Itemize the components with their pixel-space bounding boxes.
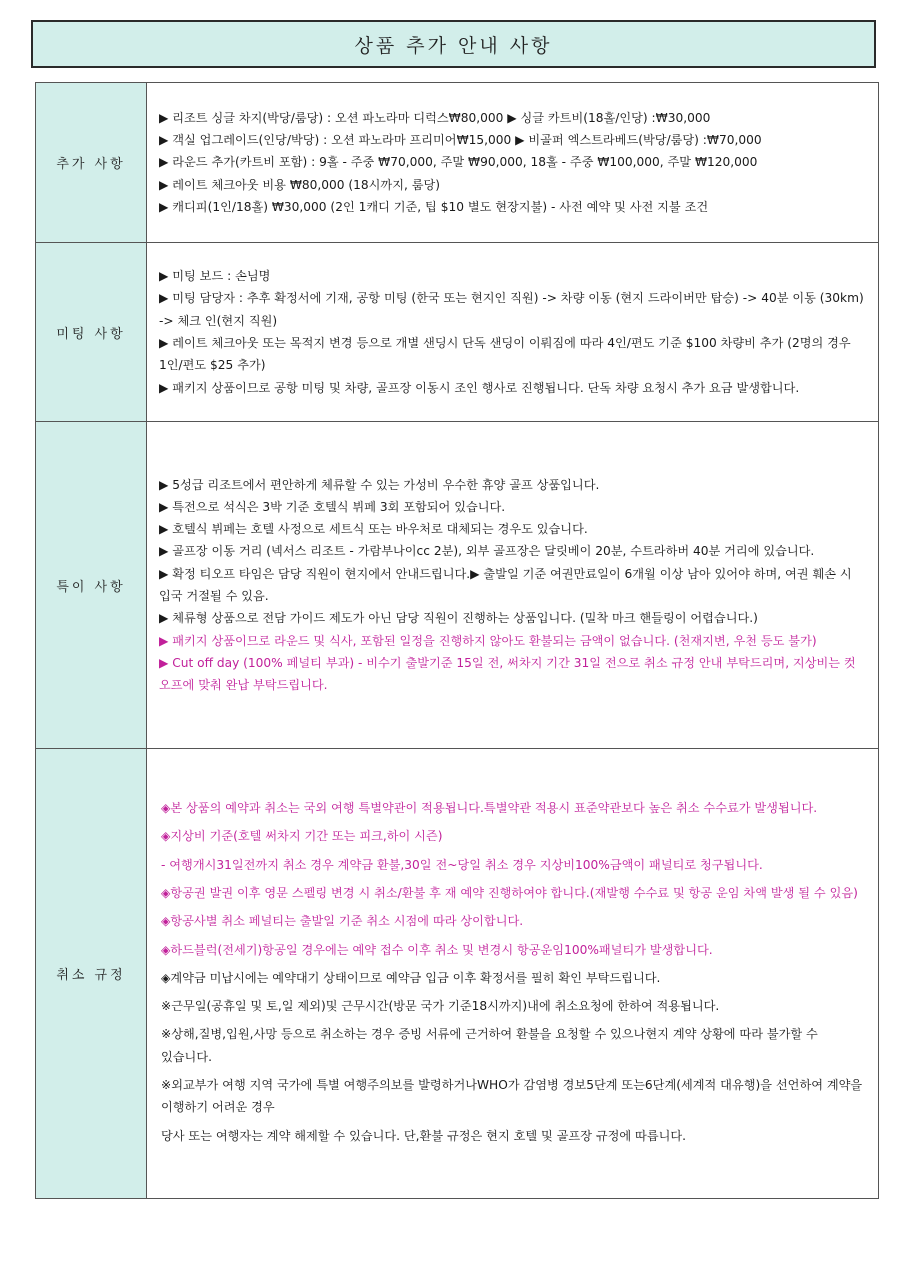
cancel-paragraph: ※근무일(공휴일 및 토,일 제외)및 근무시간(방문 국가 기준18시까지)내에 취소요청에 한하여 적용됩니다. <box>161 999 720 1014</box>
cancel-paragraph: ◈지상비 기준(호텔 써차지 기간 또는 피크,하이 시즌) <box>161 829 443 844</box>
special-line: ▶ 특전으로 석식은 3박 기준 호텔식 뷔페 3회 포함되어 있습니다. <box>159 499 506 514</box>
cancel-paragraph: ◈계약금 미납시에는 예약대기 상태이므로 예약금 입금 이후 확정서를 필히 확인 부탁드립니다. <box>161 970 661 985</box>
extra-line: ▶ 리조트 싱글 차지(박당/룸당) : 오션 파노라마 디럭스₩80,000 ▶ 싱글 카트비(18홀/인당) :₩30,000 <box>159 110 711 125</box>
cancel-paragraph: 당사 또는 여행자는 계약 해제할 수 있습니다. 단,환불 규정은 현지 호텔 및 골프장 규정에 따릅니다. <box>161 1128 687 1143</box>
extra-line: ▶ 레이트 체크아웃 비용 ₩80,000 (18시까지, 룸당) <box>159 177 441 192</box>
special-warning-line: ▶ Cut off day (100% 페널티 부과) - 비수기 출발기준 15일 전, 써차지 기간 31일 전으로 취소 규정 안내 부탁드리며, 지상비는 컷 오프에 맞춰 완납 부탁드립니다. <box>159 655 856 693</box>
meeting-line: ▶ 레이트 체크아웃 또는 목적지 변경 등으로 개별 샌딩시 단독 샌딩이 이뤄짐에 따라 4인/편도 기준 $100 차량비 추가 (2명의 경우 1인/편도 $25 추가) <box>159 336 851 373</box>
special-line: ▶ 확정 티오프 타임은 담당 직원이 현지에서 안내드립니다.▶ 출발일 기준 여권만료일이 6개월 이상 남아 있어야 하며, 여권 훼손 시 입국 거절될 수 있음. <box>159 566 852 603</box>
section-extra <box>36 83 879 243</box>
meeting-line: ▶ 미팅 담당자 : 추후 확정서에 기재, 공항 미팅 (한국 또는 현지인 직원) -> 차량 이동 (현지 드라이버만 탑승) -> 40분 이동 (30km) -> 체크 인(현지 직원) <box>159 291 864 328</box>
page-title: 상품 추가 안내 사항 <box>354 34 553 57</box>
section-special-header: 특이 사항 <box>36 422 147 749</box>
cancel-paragraph: ※외교부가 여행 지역 국가에 특별 여행주의보를 발령하거나WHO가 감염병 경보5단계 또는6단계(세계적 대유행)을 선언하여 계약을 이행하기 어려운 경우 <box>161 1078 863 1115</box>
section-extra-header: 추가 사항 <box>36 83 147 243</box>
section-cancel <box>36 749 879 1199</box>
cancel-paragraph: - 여행개시31일전까지 취소 경우 계약금 환불,30일 전~당일 취소 경우 지상비100%금액이 패널티로 청구됩니다. <box>161 857 763 872</box>
section-extra-body <box>147 83 879 243</box>
cancel-paragraph: ◈항공권 발권 이후 영문 스펠링 변경 시 취소/환불 후 재 예약 진행하여야 합니다.(재발행 수수료 및 항공 운임 차액 발생 될 수 있음) <box>161 885 858 900</box>
section-meeting-header: 미팅 사항 <box>36 243 147 422</box>
section-meeting-body <box>147 243 879 422</box>
section-special-body <box>147 422 879 749</box>
cancel-paragraph: ※상해,질병,입원,사망 등으로 취소하는 경우 증빙 서류에 근거하여 환불을 요청할 수 있으나현지 계약 상황에 따라 불가할 수 있습니다. <box>161 1027 818 1064</box>
special-line: ▶ 체류형 상품으로 전담 가이드 제도가 아닌 담당 직원이 진행하는 상품입니다. (밀착 마크 핸들링이 어렵습니다.) <box>159 611 758 626</box>
info-table <box>35 82 879 1199</box>
section-cancel-header: 취소 규정 <box>36 749 147 1199</box>
special-line: ▶ 골프장 이동 거리 (넥서스 리조트 - 가람부나이cc 2분), 외부 골프장은 달릿베이 20분, 수트라하버 40분 거리에 있습니다. <box>159 544 815 559</box>
special-warning-line: ▶ 패키지 상품이므로 라운드 및 식사, 포함된 일정을 진행하지 않아도 환불되는 금액이 없습니다. (천재지변, 우천 등도 불가) <box>159 633 817 648</box>
cancel-paragraph: ◈본 상품의 예약과 취소는 국외 여행 특별약관이 적용됩니다.특별약관 적용시 표준약관보다 높은 취소 수수료가 발생됩니다. <box>161 801 818 816</box>
section-special <box>36 422 879 749</box>
extra-line: ▶ 라운드 추가(카트비 포함) : 9홀 - 주중 ₩70,000, 주말 ₩90,000, 18홀 - 주중 ₩100,000, 주말 ₩120,000 <box>159 155 758 170</box>
special-line: ▶ 5성급 리조트에서 편안하게 체류할 수 있는 가성비 우수한 휴양 골프 상품입니다. <box>159 477 600 492</box>
title-banner <box>31 20 876 68</box>
section-cancel-body <box>147 749 879 1199</box>
section-meeting <box>36 243 879 422</box>
meeting-line: ▶ 미팅 보드 : 손님명 <box>159 269 271 284</box>
special-line: ▶ 호텔식 뷔페는 호텔 사정으로 세트식 또는 바우처로 대체되는 경우도 있습니다. <box>159 522 588 537</box>
extra-line: ▶ 캐디피(1인/18홀) ₩30,000 (2인 1캐디 기준, 팁 $10 별도 현장지불) - 사전 예약 및 사전 지불 조건 <box>159 199 709 214</box>
cancel-paragraph: ◈하드블럭(전세기)항공일 경우에는 예약 접수 이후 취소 및 변경시 항공운임100%패널티가 발생합니다. <box>161 942 713 957</box>
meeting-line: ▶ 패키지 상품이므로 공항 미팅 및 차량, 골프장 이동시 조인 행사로 진행됩니다. 단독 차량 요청시 추가 요금 발생합니다. <box>159 380 800 395</box>
extra-line: ▶ 객실 업그레이드(인당/박당) : 오션 파노라마 프리미어₩15,000 ▶ 비골퍼 엑스트라베드(박당/룸당) :₩70,000 <box>159 133 762 148</box>
cancel-paragraph: ◈항공사별 취소 페널티는 출발일 기준 취소 시점에 따라 상이합니다. <box>161 914 524 929</box>
